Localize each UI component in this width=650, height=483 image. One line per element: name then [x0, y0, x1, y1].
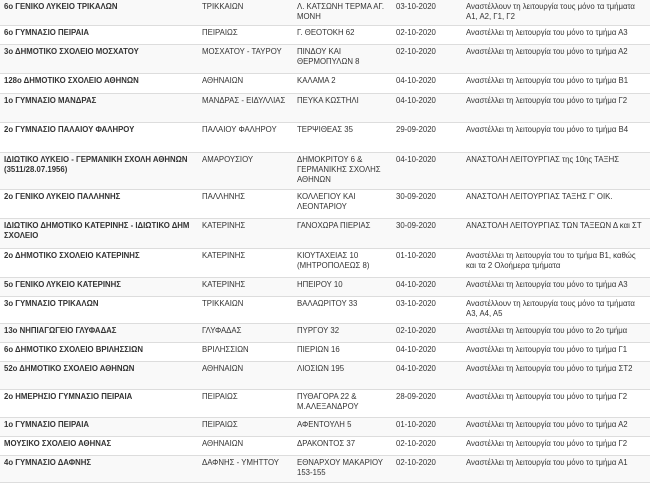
municipality: ΑΜΑΡΟΥΣΙΟΥ	[198, 153, 293, 190]
municipality: ΓΛΥΦΑΔΑΣ	[198, 324, 293, 343]
closure-note: Αναστέλλει τη λειτουργία του μόνο το τμήμα Γ1	[462, 343, 650, 362]
address: ΠΙΕΡΙΩΝ 16	[293, 343, 392, 362]
school-name: ΙΔΙΩΤΙΚΟ ΛΥΚΕΙΟ - ΓΕΡΜΑΝΙΚΗ ΣΧΟΛΗ ΑΘΗΝΩΝ (3511/28.07.1956)	[0, 153, 198, 190]
closure-note: Αναστέλλει τη λειτουργία του μόνο το τμήμα Α2	[462, 45, 650, 74]
closure-note: Αναστέλλει τη λειτουργία του μόνο το 2ο τμήμα	[462, 324, 650, 343]
closure-note: Αναστέλλει τη λειτουργία του μόνο το τμήμα Α1	[462, 456, 650, 483]
school-name: 1ο ΓΥΜΝΑΣΙΟ ΜΑΝΔΡΑΣ	[0, 94, 198, 123]
closure-date: 29-09-2020	[392, 123, 462, 153]
municipality: ΠΕΙΡΑΙΩΣ	[198, 390, 293, 418]
address: ΕΘΝΑΡΧΟΥ ΜΑΚΑΡΙΟΥ 153-155	[293, 456, 392, 483]
closure-date: 04-10-2020	[392, 94, 462, 123]
municipality: ΚΑΤΕΡΙΝΗΣ	[198, 219, 293, 249]
school-name: 6ο ΓΥΜΝΑΣΙΟ ΠΕΙΡΑΙΑ	[0, 26, 198, 45]
closure-note: Αναστέλλει τη λειτουργία του μόνο το τμήμα Γ2	[462, 390, 650, 418]
closure-note: Αναστέλλει τη λειτουργία του μόνο το τμήμα Β1	[462, 74, 650, 94]
municipality: ΔΑΦΝΗΣ - ΥΜΗΤΤΟΥ	[198, 456, 293, 483]
municipality: ΠΕΙΡΑΙΩΣ	[198, 418, 293, 437]
closure-note: Αναστέλλει τη λειτουργία του μόνο το τμήμα Γ2	[462, 437, 650, 456]
school-name: 13ο ΝΗΠΙΑΓΩΓΕΙΟ ΓΛΥΦΑΔΑΣ	[0, 324, 198, 343]
table-row	[0, 153, 650, 190]
school-name: 6ο ΓΕΝΙΚΟ ΛΥΚΕΙΟ ΤΡΙΚΑΛΩΝ	[0, 0, 198, 26]
closure-date: 02-10-2020	[392, 437, 462, 456]
school-name: 6ο ΔΗΜΟΤΙΚΟ ΣΧΟΛΕΙΟ ΒΡΙΛΗΣΣΙΩΝ	[0, 343, 198, 362]
school-name: 52ο ΔΗΜΟΤΙΚΟ ΣΧΟΛΕΙΟ ΑΘΗΝΩΝ	[0, 362, 198, 390]
closure-date: 04-10-2020	[392, 362, 462, 390]
closure-note: Αναστέλλουν τη λειτουργία τους μόνο τα τμήματα Α1, Α2, Γ1, Γ2	[462, 0, 650, 26]
school-name: ΙΔΙΩΤΙΚΟ ΔΗΜΟΤΙΚΟ ΚΑΤΕΡΙΝΗΣ - ΙΔΙΩΤΙΚΟ ΔΗΜ ΣΧΟΛΕΙΟ	[0, 219, 198, 249]
school-name: 3ο ΔΗΜΟΤΙΚΟ ΣΧΟΛΕΙΟ ΜΟΣΧΑΤΟΥ	[0, 45, 198, 74]
table-row	[0, 249, 650, 278]
school-name: 5ο ΓΕΝΙΚΟ ΛΥΚΕΙΟ ΚΑΤΕΡΙΝΗΣ	[0, 278, 198, 297]
address: ΠΕΥΚΑ ΚΩΣΤΗΛΙ	[293, 94, 392, 123]
table-row	[0, 437, 650, 456]
school-name: 2ο ΓΕΝΙΚΟ ΛΥΚΕΙΟ ΠΑΛΛΗΝΗΣ	[0, 190, 198, 219]
table-row	[0, 418, 650, 437]
closure-note: Αναστέλλει τη λειτουργία του μόνο το τμήμα Α3	[462, 26, 650, 45]
closure-date: 01-10-2020	[392, 418, 462, 437]
address: ΚΑΛΑΜΑ 2	[293, 74, 392, 94]
address: ΓΑΝΟΧΩΡΑ ΠΙΕΡΙΑΣ	[293, 219, 392, 249]
closure-note: ΑΝΑΣΤΟΛΗ ΛΕΙΤΟΥΡΓΙΑΣ ΤΩΝ ΤΑΞΕΩΝ Δ και ΣΤ	[462, 219, 650, 249]
address: ΠΥΡΓΟΥ 32	[293, 324, 392, 343]
municipality: ΑΘΗΝΑΙΩΝ	[198, 362, 293, 390]
municipality: ΚΑΤΕΡΙΝΗΣ	[198, 249, 293, 278]
municipality: ΠΕΙΡΑΙΩΣ	[198, 26, 293, 45]
municipality: ΚΑΤΕΡΙΝΗΣ	[198, 278, 293, 297]
table-row	[0, 390, 650, 418]
table-row	[0, 26, 650, 45]
school-name: 1ο ΓΥΜΝΑΣΙΟ ΠΕΙΡΑΙΑ	[0, 418, 198, 437]
municipality: ΤΡΙΚΚΑΙΩΝ	[198, 297, 293, 324]
address: ΚΟΛΛΕΓΙΟΥ ΚΑΙ ΛΕΟΝΤΑΡΙΟΥ	[293, 190, 392, 219]
address: Λ. ΚΑΤΣΩΝΗ ΤΕΡΜΑ ΑΓ. ΜΟΝΗ	[293, 0, 392, 26]
municipality: ΑΘΗΝΑΙΩΝ	[198, 74, 293, 94]
address: ΠΙΝΔΟΥ ΚΑΙ ΘΕΡΜΟΠΥΛΩΝ 8	[293, 45, 392, 74]
closure-note: Αναστέλλει τη λειτουργία του μόνο το τμήμα Α2	[462, 418, 650, 437]
table-row	[0, 74, 650, 94]
closure-date: 04-10-2020	[392, 343, 462, 362]
address: ΗΠΕΙΡΟΥ 10	[293, 278, 392, 297]
closure-note: Αναστέλλει τη λειτουργία του το τμήμα Β1, καθώς και τα 2 Ολοήμερα τμήματα	[462, 249, 650, 278]
school-name: 4ο ΓΥΜΝΑΣΙΟ ΔΑΦΝΗΣ	[0, 456, 198, 483]
closure-date: 04-10-2020	[392, 278, 462, 297]
table-row	[0, 324, 650, 343]
school-name: 3ο ΓΥΜΝΑΣΙΟ ΤΡΙΚΑΛΩΝ	[0, 297, 198, 324]
municipality: ΑΘΗΝΑΙΩΝ	[198, 437, 293, 456]
closure-date: 28-09-2020	[392, 390, 462, 418]
table-row	[0, 297, 650, 324]
table-row	[0, 278, 650, 297]
address: ΚΙΟΥΤΑΧΕΙΑΣ 10 (ΜΗΤΡΟΠΟΛΕΩΣ 8)	[293, 249, 392, 278]
closure-date: 30-09-2020	[392, 219, 462, 249]
closure-date: 04-10-2020	[392, 74, 462, 94]
table-row	[0, 456, 650, 483]
closure-date: 03-10-2020	[392, 0, 462, 26]
municipality: ΠΑΛΑΙΟΥ ΦΑΛΗΡΟΥ	[198, 123, 293, 153]
municipality: ΠΑΛΛΗΝΗΣ	[198, 190, 293, 219]
closure-note: ΑΝΑΣΤΟΛΗ ΛΕΙΤΟΥΡΓΙΑΣ της 10ης ΤΑΞΗΣ	[462, 153, 650, 190]
table-row	[0, 123, 650, 153]
closure-date: 02-10-2020	[392, 26, 462, 45]
table-row	[0, 0, 650, 26]
closure-note: Αναστέλλει τη λειτουργία του μόνο το τμήμα Α3	[462, 278, 650, 297]
school-name: ΜΟΥΣΙΚΟ ΣΧΟΛΕΙΟ ΑΘΗΝΑΣ	[0, 437, 198, 456]
school-name: 2ο ΓΥΜΝΑΣΙΟ ΠΑΛΑΙΟΥ ΦΑΛΗΡΟΥ	[0, 123, 198, 153]
table-row	[0, 94, 650, 123]
closure-note: Αναστέλλει τη λειτουργία του μόνο το τμήμα Β4	[462, 123, 650, 153]
table-row	[0, 219, 650, 249]
municipality: ΒΡΙΛΗΣΣΙΩΝ	[198, 343, 293, 362]
address: ΤΕΡΨΙΘΕΑΣ 35	[293, 123, 392, 153]
closure-note: Αναστέλλει τη λειτουργία του μόνο το τμήμα ΣΤ2	[462, 362, 650, 390]
closure-date: 02-10-2020	[392, 45, 462, 74]
address: ΔΡΑΚΟΝΤΟΣ 37	[293, 437, 392, 456]
school-name: 2ο ΗΜΕΡΗΣΙΟ ΓΥΜΝΑΣΙΟ ΠΕΙΡΑΙΑ	[0, 390, 198, 418]
table-row	[0, 343, 650, 362]
municipality: ΤΡΙΚΚΑΙΩΝ	[198, 0, 293, 26]
address: ΠΥΘΑΓΟΡΑ 22 & Μ.ΑΛΕΞΑΝΔΡΟΥ	[293, 390, 392, 418]
address: Γ. ΘΕΟΤΟΚΗ 62	[293, 26, 392, 45]
closure-note: Αναστέλλουν τη λειτουργία τους μόνο τα τμήματα Α3, Α4, Α5	[462, 297, 650, 324]
closure-note: ΑΝΑΣΤΟΛΗ ΛΕΙΤΟΥΡΓΙΑΣ ΤΑΞΗΣ Γ' ΟΙΚ.	[462, 190, 650, 219]
closure-date: 02-10-2020	[392, 456, 462, 483]
municipality: ΜΑΝΔΡΑΣ - ΕΙΔΥΛΛΙΑΣ	[198, 94, 293, 123]
table-row	[0, 362, 650, 390]
closure-date: 30-09-2020	[392, 190, 462, 219]
address: ΛΙΟΣΙΩΝ 195	[293, 362, 392, 390]
address: ΒΑΛΑΩΡΙΤΟΥ 33	[293, 297, 392, 324]
closure-date: 04-10-2020	[392, 153, 462, 190]
school-name: 128ο ΔΗΜΟΤΙΚΟ ΣΧΟΛΕΙΟ ΑΘΗΝΩΝ	[0, 74, 198, 94]
table-row	[0, 45, 650, 74]
closure-date: 01-10-2020	[392, 249, 462, 278]
address: ΑΦΕΝΤΟΥΛΗ 5	[293, 418, 392, 437]
municipality: ΜΟΣΧΑΤΟΥ - ΤΑΥΡΟΥ	[198, 45, 293, 74]
school-name: 2ο ΔΗΜΟΤΙΚΟ ΣΧΟΛΕΙΟ ΚΑΤΕΡΙΝΗΣ	[0, 249, 198, 278]
table-row	[0, 190, 650, 219]
closure-note: Αναστέλλει τη λειτουργία του μόνο το τμήμα Γ2	[462, 94, 650, 123]
closure-date: 02-10-2020	[392, 324, 462, 343]
address: ΔΗΜΟΚΡΙΤΟΥ 6 & ΓΕΡΜΑΝΙΚΗΣ ΣΧΟΛΗΣ ΑΘΗΝΩΝ	[293, 153, 392, 190]
closure-date: 03-10-2020	[392, 297, 462, 324]
